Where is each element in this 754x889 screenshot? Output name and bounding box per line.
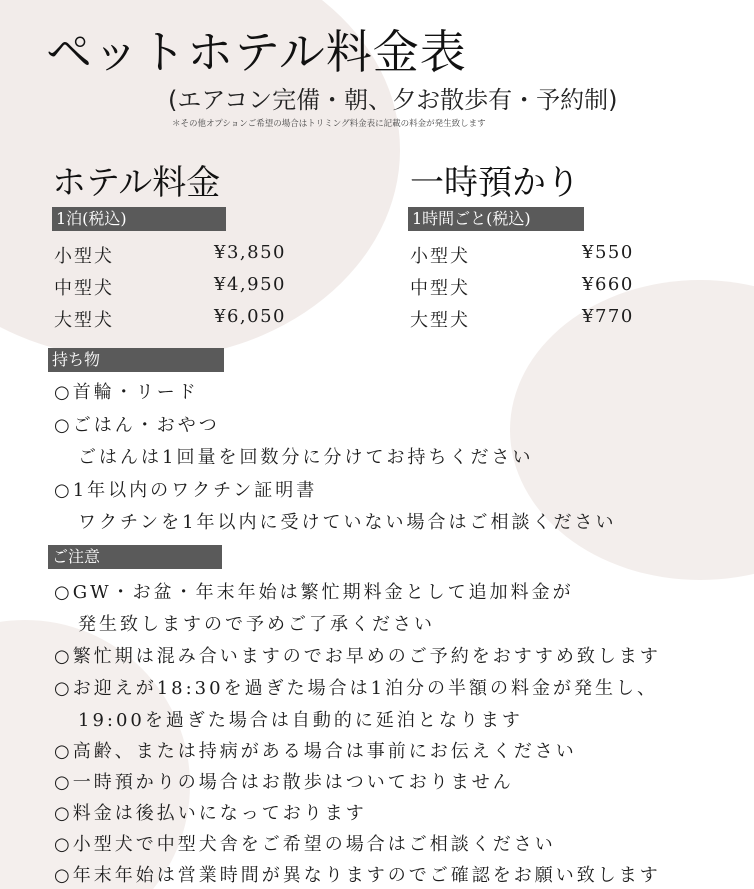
page-title: ペットホテル料金表 xyxy=(46,25,467,79)
notes-item-detail: 19:00を過ぎた場合は自動的に延泊となります xyxy=(78,710,523,731)
notes-item: ○繁忙期は混み合いますのでお早めのご予約をおすすめ致します xyxy=(54,646,661,667)
daycare-row-medium-price: ¥660 xyxy=(582,274,634,295)
hotel-row-large-label: 大型犬 xyxy=(54,310,114,331)
belongings-item-detail: ごはんは1回量を回数分に分けてお持ちください xyxy=(78,447,534,468)
hotel-row-medium-price: ¥4,950 xyxy=(214,274,286,295)
hotel-section-title: ホテル料金 xyxy=(52,163,221,203)
daycare-row-medium-label: 中型犬 xyxy=(410,278,470,299)
belongings-item: ○ごはん・おやつ xyxy=(54,415,220,436)
hotel-row-medium-label: 中型犬 xyxy=(54,278,114,299)
belongings-item: ○1年以内のワクチン証明書 xyxy=(54,480,318,501)
notes-item: ○年末年始は営業時間が異なりますのでご確認をお願い致します xyxy=(54,865,661,886)
notes-item-detail: 発生致しますので予めご了承ください xyxy=(78,614,435,635)
belongings-item-detail: ワクチンを1年以内に受けていない場合はご相談ください xyxy=(78,512,617,533)
daycare-row-large-label: 大型犬 xyxy=(410,310,470,331)
hotel-row-small-label: 小型犬 xyxy=(54,246,114,267)
notes-item: ○小型犬で中型犬舎をご希望の場合はご相談ください xyxy=(54,834,556,855)
daycare-unit-label: 1時間ごと(税込) xyxy=(408,207,584,231)
options-note: ＊その他オプションご希望の場合はトリミング料金表に記載の料金が発生致します xyxy=(172,119,486,129)
hotel-row-large-price: ¥6,050 xyxy=(214,306,286,327)
notes-item: ○一時預かりの場合はお散歩はついておりません xyxy=(54,772,514,793)
belongings-heading: 持ち物 xyxy=(48,348,224,372)
notes-heading: ご注意 xyxy=(48,545,222,569)
hotel-row-small-price: ¥3,850 xyxy=(214,242,286,263)
notes-item: ○お迎えが18:30を過ぎた場合は1泊分の半額の料金が発生し、 xyxy=(54,678,659,699)
notes-item: ○GW・お盆・年末年始は繁忙期料金として追加料金が xyxy=(54,582,574,603)
hotel-unit-label: 1泊(税込) xyxy=(52,207,226,231)
daycare-row-small-label: 小型犬 xyxy=(410,246,470,267)
daycare-row-large-price: ¥770 xyxy=(582,306,634,327)
notes-item: ○高齢、または持病がある場合は事前にお伝えください xyxy=(54,741,577,762)
daycare-row-small-price: ¥550 xyxy=(582,242,634,263)
belongings-item: ○首輪・リード xyxy=(54,382,199,403)
page-subtitle: (エアコン完備・朝、夕お散歩有・予約制) xyxy=(168,86,618,114)
notes-item: ○料金は後払いになっております xyxy=(54,803,367,824)
daycare-section-title: 一時預かり xyxy=(410,163,580,203)
